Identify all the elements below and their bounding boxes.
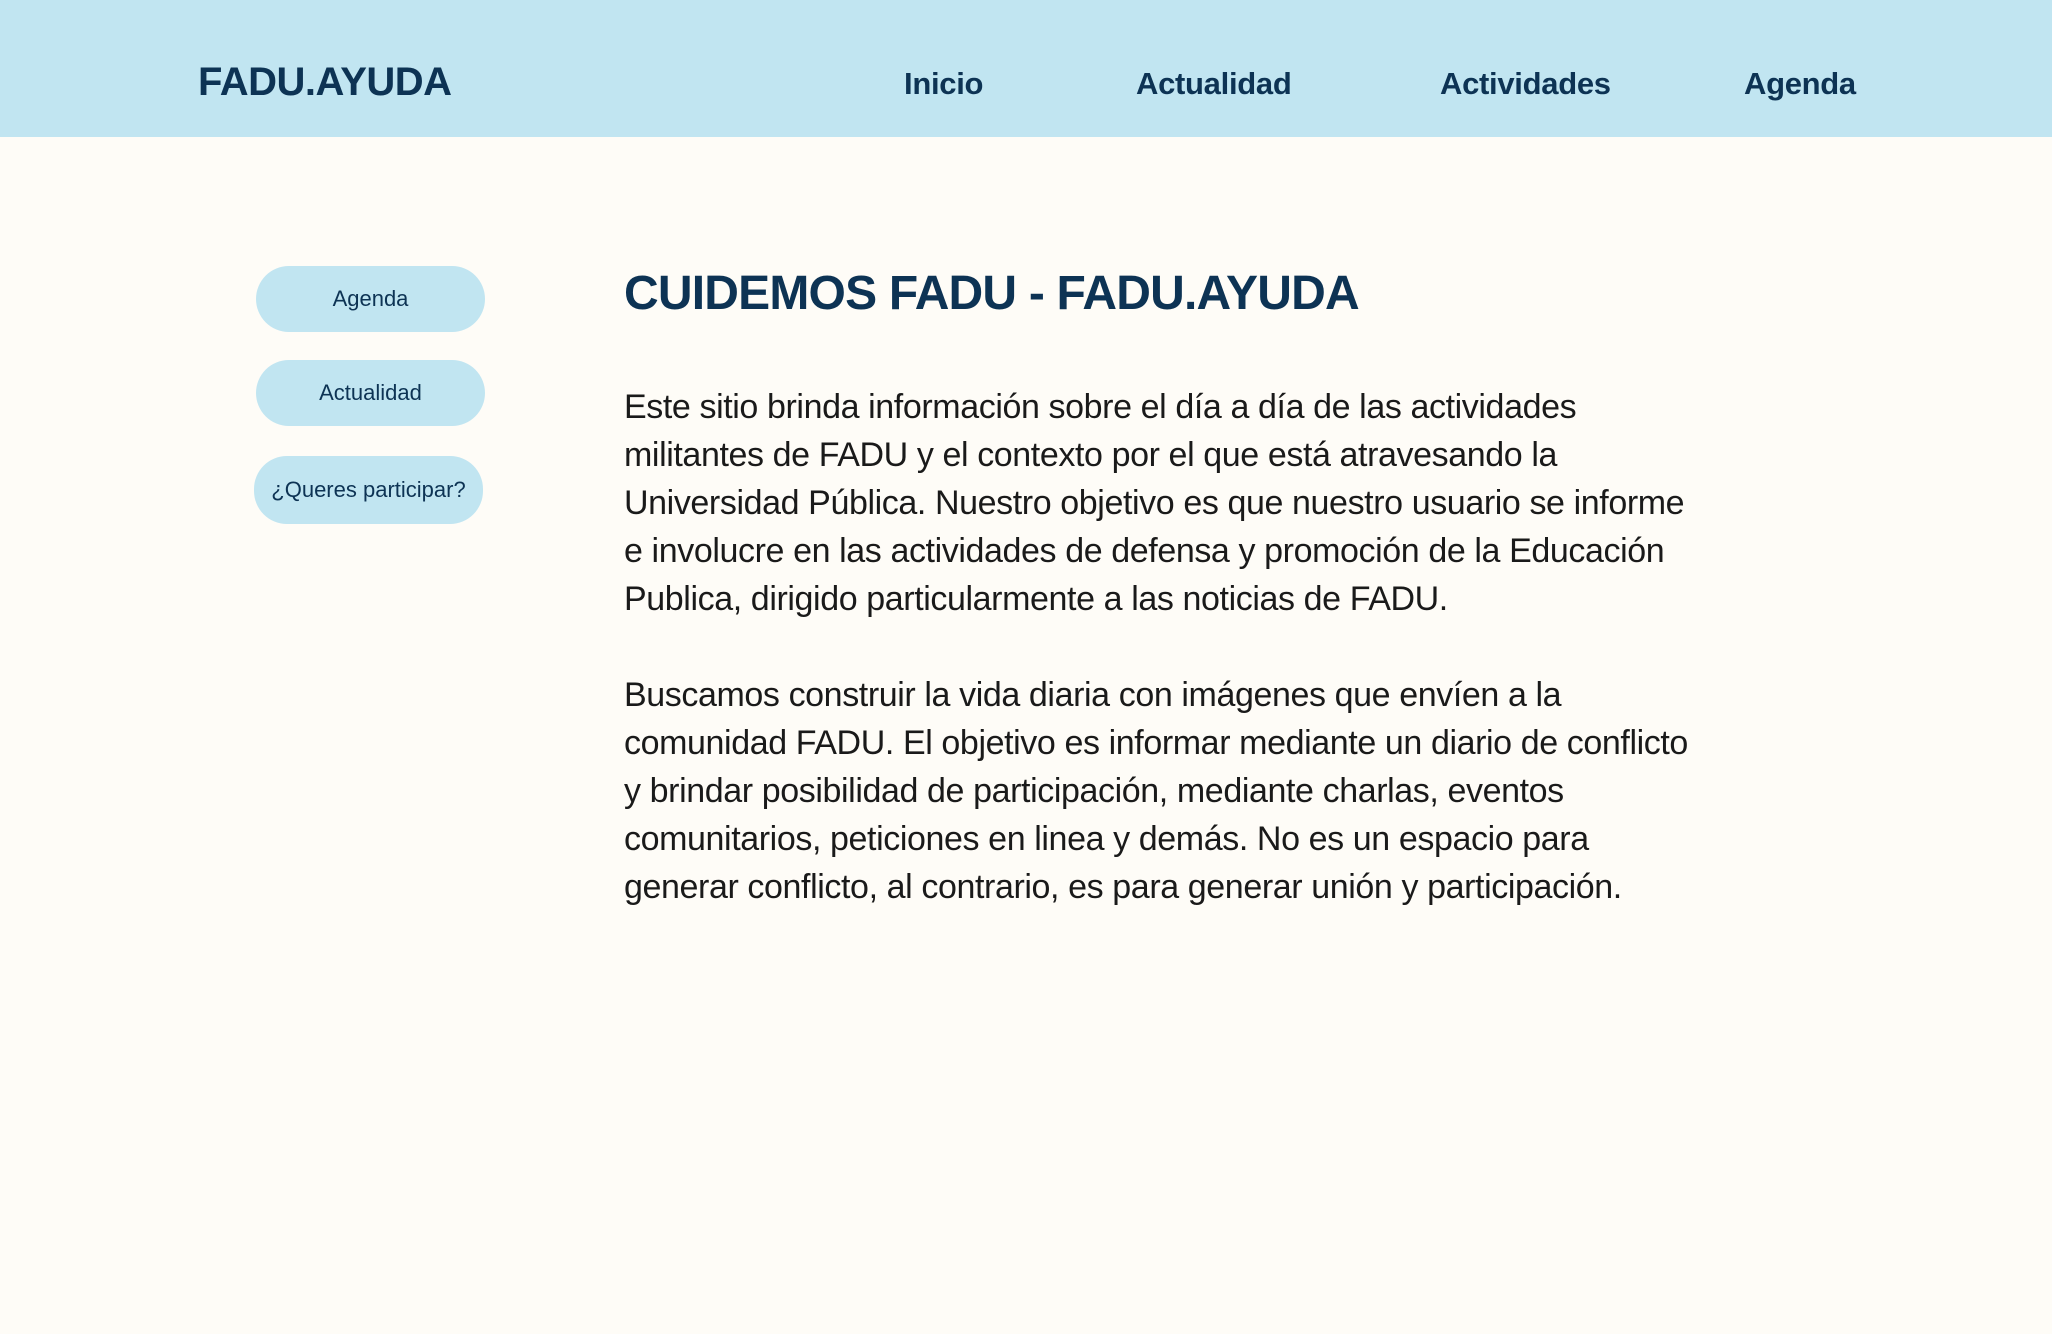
nav-inicio[interactable]: Inicio xyxy=(904,66,984,101)
sidebar-participar-button[interactable]: ¿Queres participar? xyxy=(254,456,483,524)
sidebar-actualidad-button[interactable]: Actualidad xyxy=(256,360,485,426)
nav-agenda[interactable]: Agenda xyxy=(1744,66,1856,101)
sidebar-agenda-button[interactable]: Agenda xyxy=(256,266,485,332)
nav-actualidad[interactable]: Actualidad xyxy=(1136,66,1292,101)
site-logo[interactable]: FADU.AYUDA xyxy=(198,60,452,104)
intro-paragraph: Este sitio brinda información sobre el día a día de las actividades militantes de FADU y el contexto por el que está atravesando la Universidad Pública. Nuestro objetivo es que nuestro usuario se informe e involucre en las actividades de defensa y promoción de la Educación Publica, dirigido particularmente a las noticias de FADU. xyxy=(624,388,1685,618)
site-header xyxy=(0,0,2052,137)
nav-actividades[interactable]: Actividades xyxy=(1440,66,1611,101)
page-title: CUIDEMOS FADU - FADU.AYUDA xyxy=(624,267,1359,320)
objective-paragraph: Buscamos construir la vida diaria con imágenes que envíen a la comunidad FADU. El objetivo es informar mediante un diario de conflicto y brindar posibilidad de participación, mediante charlas, eventos comunitarios, peticiones en linea y demás. No es un espacio para generar conflicto, al contrario, es para generar unión y participación. xyxy=(624,676,1688,906)
